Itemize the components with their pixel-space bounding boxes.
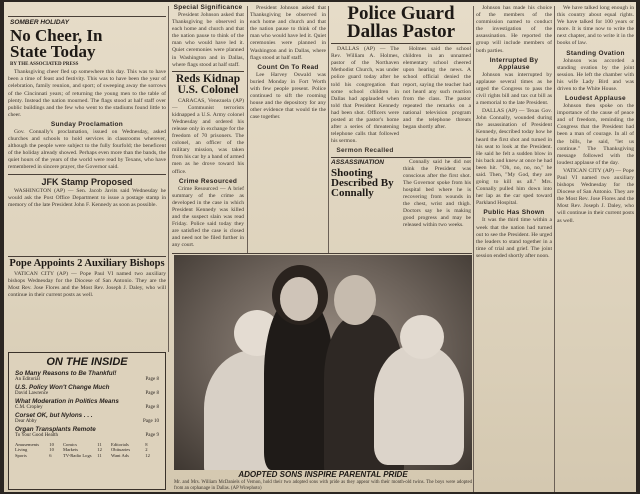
police-guard-headline: Police Guard Dallas Pastor xyxy=(346,3,456,43)
no-cheer-headline: No Cheer, In State Today xyxy=(10,26,103,62)
index-page: 10 xyxy=(49,447,54,453)
col3-mid-text: Crime Resourced — A brief summary of the crime as developed in the case in which President Kennedy was killed and the suspect slain was read Friday. Police said today they are satisfied the case is closed and need not be filed further in any court. xyxy=(172,185,244,249)
family-photo xyxy=(174,255,472,470)
col8-text-3: It was the third time within a week that the nation had turned out to see the President. He urged the leaders to stand together in a time of trial and grief. The joint session ended shortly after noon. xyxy=(476,217,552,259)
inside-item-title: U.S. Policy Won't Change Much xyxy=(15,384,110,391)
index-page: 12 xyxy=(145,452,150,458)
col4-text-2: Lee Harvey Oswald was buried Monday in Fort Worth with few people present. Police continued to sift the rooming house and the depository for any other evidence that would tie the case together. xyxy=(250,71,326,121)
special-significance-subhead: Special Significance xyxy=(173,4,243,11)
index-page: 10 xyxy=(49,442,54,447)
interrupted-subhead: Interrupted By Applause xyxy=(489,56,539,71)
col4-text-1: President Johnson asked that Thanksgiving be observed in each home and church and that the nation pause to think of the man who would have led it. Quiet ceremonies were planned in Washington and in Dallas, where flags stood at half staff. xyxy=(250,5,326,61)
count-on-subhead: Count On To Read xyxy=(257,63,319,71)
index-page: 11 xyxy=(97,442,102,447)
index-label: Editorials xyxy=(110,442,129,447)
col9-text-4: VATICAN CITY (AP) — Pope Paul VI named two auxiliary bishops Wednesday for the Diocese of San Antonio. They are the Most Rev. Jose Flores and the Most Rev. Joseph J. Daley, who will continue in their current posts as well. xyxy=(557,167,634,224)
inside-item xyxy=(15,398,159,410)
index-label: TV-Radio Logs xyxy=(62,452,92,458)
col3-lead-text: President Johnson asked that Thanksgiving be observed in each home and church and that the nation pause to think of the man who would have led it. Quiet ceremonies were planned in Washington and in Dallas, where flags stood at half staff. xyxy=(172,12,244,68)
inside-item-page: Page 9 xyxy=(145,433,159,438)
inside-items xyxy=(9,370,165,438)
col8-text-1: Johnson has made his choice of the members of the commission named to conduct the investigation of the assassination. He reported the group will include members of both parties. xyxy=(476,5,552,54)
col8-text-shooting: DALLAS (AP) — Texas Gov. John Connally, wounded during the assassination of President Kennedy, described today how he heard the first shot and turned in his seat to look at the President. He said he felt a sudden blow in his back and knew at once he had been hit. "Oh, no, no, no," he said. Then, "My God, they are going to kill us all." Mrs. Connally pulled him down into her lap as the car sped toward Parkland Hospital. xyxy=(476,108,552,207)
col9-text-1: We have talked long enough in this country about equal rights. We have talked for 100 years or more. It is time now to write the next chapter, and to write it in the books of law. xyxy=(557,5,634,47)
shooting-described-headline: Shooting Described By Connally xyxy=(331,166,394,200)
reds-kidnap-text: CARACAS, Venezuela (AP) — Communist terrorists kidnapped a U.S. Army colonel Wednesday and ordered his release only in exchange for the freedom of 70 prisoners. The colonel, an officer of the military mission, was taken from his car by a band of armed men as he drove toward his office. xyxy=(172,97,244,175)
loudest-applause-subhead: Loudest Applause xyxy=(565,95,626,103)
column-4 xyxy=(250,2,326,254)
inside-item-page: Page 8 xyxy=(145,391,159,396)
sunday-proclamation-text: Gov. Connally's proclamation, issued on Wednesday, asked churches and schools to hold services in classrooms wherever, although the people were subject to the fully fourfold; the beneficent of the holiday already showed. Perhaps even more than the bands, the quiet hours of the years of the world were read by Texans, who have remembered in sincere prayer, the Governor said. xyxy=(8,128,166,171)
index-page: 11 xyxy=(97,452,102,458)
index-label: Sports xyxy=(15,452,27,458)
police-guard-text-3: Connally said he did not think the President was conscious after the first shot. The Governor spoke from his hospital bed where he is recovering from wounds in the chest, wrist and thigh. Doctors say he is making good progress and may be released within two weeks. xyxy=(403,158,471,229)
sunday-proclamation-subhead: Sunday Proclamation xyxy=(50,120,124,128)
inside-item-source: C.M. Cropley xyxy=(15,405,43,410)
index-label: Comics xyxy=(62,442,78,447)
index-page: 6 xyxy=(49,452,52,458)
jfk-stamp-text: WASHINGTON (AP) — Sen. Jacob Javits said Wednesday he would ask the Post Office Department to issue a postage stamp in memory of the late President John F. Kennedy as soon as possible. xyxy=(8,187,166,208)
somber-holiday-kicker: SOMBER HOLIDAY xyxy=(10,19,70,26)
no-cheer-text: Thanksgiving cheer fled up somewhere this day. This was to have been a time of feast and festivity. This was to have been the year of celebration, family reunion, and sport; of sweeping away the sorrows of the Cincinnati years; of returning the young men to the table of plenty. Instead the nation mourned. The flags stood at half staff over public buildings and the few who went to the stadiums found little to cheer. xyxy=(8,69,166,118)
police-guard-text-1: DALLAS (AP) — The Rev. William A. Holmes, pastor of the Northaven Methodist Church, was under police guard today after he told his congregation that some school children in Dallas had applauded when told that President Kennedy had been shot. Officers were posted at the pastor's home after a series of threatening telephone calls that followed his sermon. xyxy=(331,46,399,145)
inside-item-title: Organ Transplants Remote xyxy=(15,426,96,433)
column-8 xyxy=(476,2,552,492)
inside-item-title: Corset OK, but Nylons . . . xyxy=(15,412,93,419)
col9-text-3: Johnson then spoke on the importance of the cause of peace and of freedom, reminding the Congress that the President had been a man of courage. In all of the bills, he said, "let us continue." The Thanksgiving message followed with the loudest applause of the day. xyxy=(557,103,634,166)
col8-text-2: Johnson was interrupted by applause several times as he urged the Congress to pass the civil rights bill and tax cut bill as a memorial to the late President. xyxy=(476,71,552,107)
jfk-stamp-headline: JFK Stamp Proposed xyxy=(41,176,133,187)
index-label: Living xyxy=(15,447,28,453)
inside-item-source: David Lawrence xyxy=(15,391,49,396)
inside-item-page: Page 8 xyxy=(145,405,159,410)
inside-item-title: What Moderation in Politics Means xyxy=(15,398,119,405)
col9-text-2: Johnson was accorded a standing ovation by the joint session. He left the chamber with his wife Lady Bird and was driven to the White House. xyxy=(557,57,634,92)
index-page: 12 xyxy=(97,447,102,453)
standing-ovation-subhead: Standing Ovation xyxy=(566,49,625,57)
index-page: 2 xyxy=(145,447,148,453)
index-label: Markets xyxy=(62,447,79,453)
pope-appoints-headline: Pope Appoints 2 Auxiliary Bishops xyxy=(9,258,165,269)
inside-item-source: To Your Good Health xyxy=(15,433,58,438)
no-cheer-body xyxy=(8,69,166,119)
baby-right-figure xyxy=(374,345,464,465)
col1-byline: BY THE ASSOCIATED PRESS xyxy=(10,62,79,68)
photo-caption: Mr. and Mrs. William McDaniels of Vernon, hold their two adopted sons with pride as they appear with their month-old twins. The boys were adopted from an orphanage in Dallas. (AP Wirephoto) xyxy=(174,480,472,491)
inside-item xyxy=(15,384,159,396)
father-face xyxy=(334,275,376,325)
inside-item xyxy=(15,370,159,382)
reds-kidnap-headline: Reds Kidnap U.S. Colonel xyxy=(175,72,241,96)
inside-item xyxy=(15,426,159,438)
inside-item xyxy=(15,412,159,424)
index-label: Want Ads xyxy=(110,452,129,458)
public-has-shown-subhead: Public Has Shown xyxy=(483,209,545,217)
photo-caption-headline: ADOPTED SONS INSPIRE PARENTAL PRIDE xyxy=(238,470,408,479)
inside-item-title: So Many Reasons to Be Thankful! xyxy=(15,370,117,377)
mother-face xyxy=(280,277,318,321)
on-the-inside-box xyxy=(8,352,166,490)
police-guard-story xyxy=(331,2,471,254)
index-label: Obituaries xyxy=(110,447,131,453)
sermon-recalled-subhead: Sermon Recalled xyxy=(336,147,394,155)
newspaper-page xyxy=(4,2,636,492)
index-page: 8 xyxy=(145,442,148,447)
inside-item-page: Page 10 xyxy=(143,419,159,424)
pope-appoints-block xyxy=(8,256,166,350)
inside-item-source: Dear Abby xyxy=(15,419,37,424)
pope-appoints-text: VATICAN CITY (AP) — Pope Paul VI named two auxiliary bishops Wednesday for the Diocese of San Antonio. They are the Most Rev. Jose Flores and the Most Rev. Joseph J. Daley, who will continue in their current posts as well. xyxy=(8,270,166,299)
police-guard-text-2: Holmes said the school children in an unnamed elementary school cheered upon hearing the news. A school official denied the report, saying the teacher had not heard any such reaction from the class. The pastor repeated the remarks on a national television program and the telephone threats began shortly after. xyxy=(403,46,471,131)
inside-index xyxy=(15,442,159,458)
crime-resourced-subhead: Crime Resourced xyxy=(178,177,238,185)
column-3 xyxy=(172,2,244,254)
index-label: Amusements xyxy=(15,442,39,447)
assassination-kicker: ASSASSINATION xyxy=(331,158,384,166)
inside-item-page: Page 8 xyxy=(145,377,159,382)
inside-item-source: An Editorial xyxy=(15,377,40,382)
on-the-inside-title: ON THE INSIDE xyxy=(46,356,128,368)
column-9 xyxy=(557,2,634,492)
baby-right-head xyxy=(400,315,444,359)
